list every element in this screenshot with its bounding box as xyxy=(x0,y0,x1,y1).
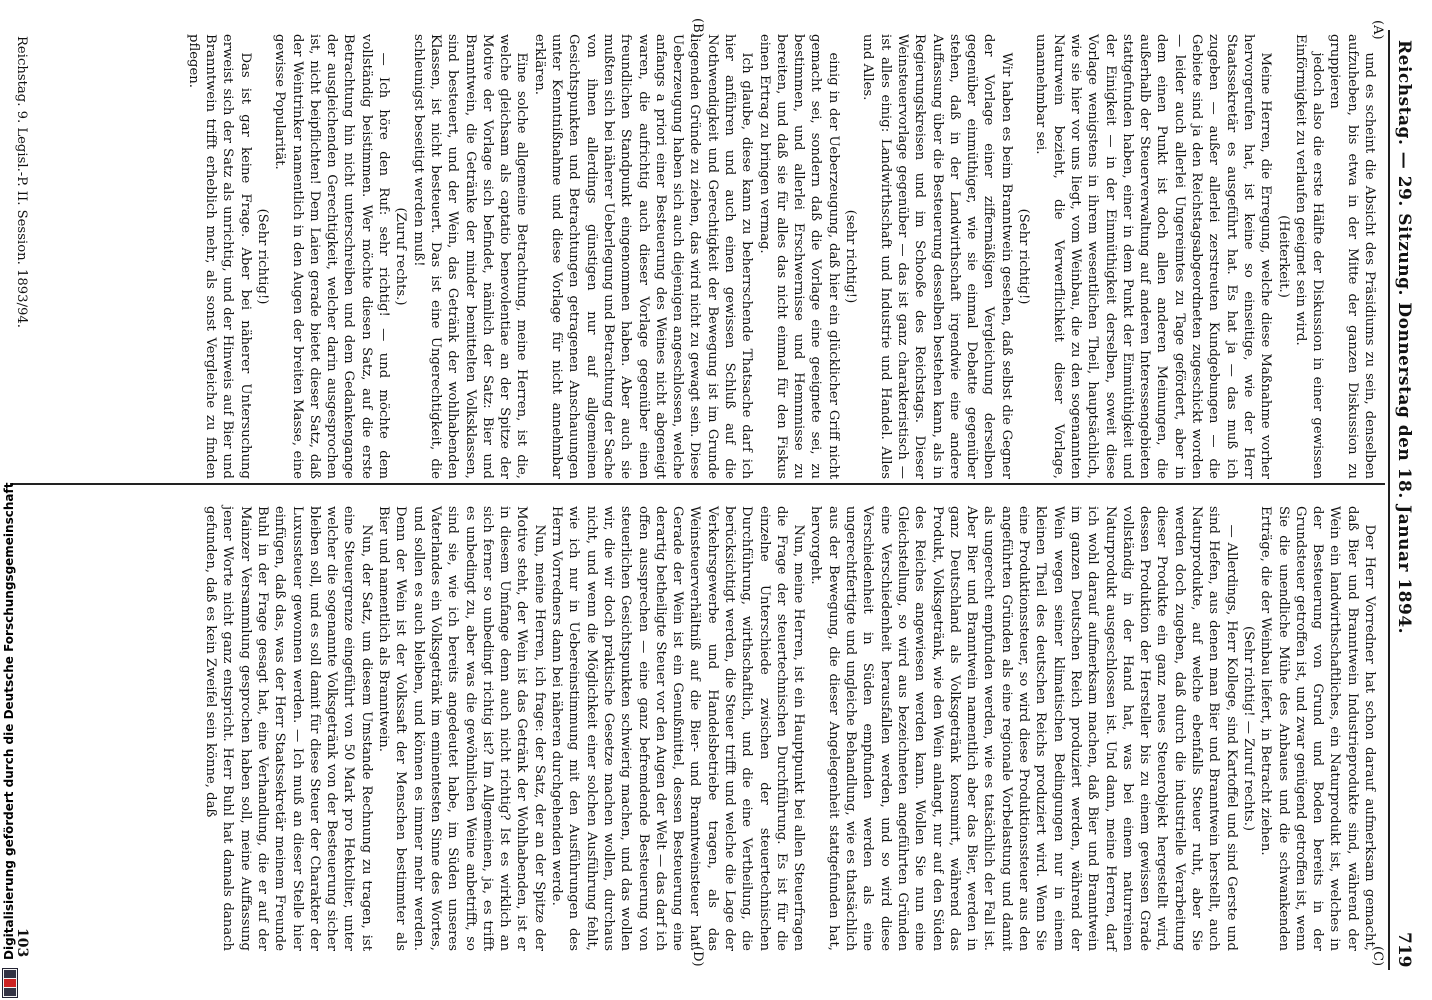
paragraph: Nun, der Satz, um diesem Umstande Rechnung zu tragen, ist eine Steuergrenze eingeführt von 50 Mark pro Hektoliter, unter welcher die sogenannte Volksgetränk von der Besteuerung sicher bleiben soll, und es soll damit für diese Steuer der Charakter der Luxussteuer gewonnen werden. — Ich muß an dieser Stelle hier einfügen, daß das, was der Herr Staatssekretär meinem Freunde Buhl in der Frage gesagt hat, eine Verhandlung, die er auf der Mainzer Versammlung gesprochen haben soll, meine Auffassung jener Worte nicht ganz entspricht. Herr Buhl hat damals danach gefunden, daß es kein Zweifel sein könne, daß xyxy=(203,506,374,951)
column-divider xyxy=(10,483,1385,485)
text-column-left xyxy=(48,506,1378,951)
paragraph: (Heiterkeit.) xyxy=(1275,215,1291,298)
running-header: Reichstag. — 29. Sitzung. Donnerstag den 18. Januar 1894. xyxy=(1394,40,1414,635)
paragraph: einig in der Ueberzeugung, daß hier ein glücklicher Griff nicht gemacht sei, sondern daß die Vorlage eine geeignete sei, zu bestimmen, und allerlei Erschwernisse und Hemmnisse zu bereiten, und daß sie für alles das nicht einmal für den Fiskus einen Ertrag zu bringen vermag. xyxy=(756,34,841,479)
paragraph: Das ist gar keine Frage. Aber bei näherer Untersuchung erweist sich der Satz als unrichtig, und der Hinweis auf Bier und Branntwein trifft erheblich mehr, als sonst Vergleiche zu finden pflegen. xyxy=(185,34,253,479)
paragraph: jedoch also die erste Hälfte der Diskussion in einer gewissen Einförmigkeit zu verlaufen geeignet sein wird. xyxy=(1292,34,1326,479)
dfg-logo xyxy=(2,968,18,998)
paragraph: (Sehr richtig! — Zuruf rechts.) xyxy=(1240,625,1256,832)
text-column-right xyxy=(78,34,1378,479)
sheet-number: 103 xyxy=(14,928,30,958)
margin-marker-d: (D) xyxy=(690,946,705,967)
paragraph: (Zuruf rechts.) xyxy=(393,207,409,306)
header-rule xyxy=(1388,30,1390,970)
paragraph: Ich glaube, diese kann zu beherrschende Thatsache darf ich hier anführen und auch einen gewissen Schluß auf die Nothwendigkeit und Gerechtigkeit der Bewegung ist im Grunde liegenden Gründe zu ziehen, das wird nicht zu gewagt sein. Diese Ueberzeugung haben sich auch diejenigen angeschlossen, welche anfangs a priori einer Besteuerung des Weines nicht abgeneigt waren, die aufrichtig auch dieser Vorlage gegenüber einen freundlichen Standpunkt eingenommen haben. Aber auch sie mußten sich bei näherer Ueberlegung und Betrachtung der Sache von ihnen allerdings günstigen nur auf allgemeinen Gesichtspunkten und Betrachtungen getragenen Anschauungen unter Kenntnißnahme und diese Vorlage für nicht annehmbar erklären. xyxy=(531,34,755,479)
paragraph: (sehr richtig!) xyxy=(843,209,859,304)
paragraph: und es scheint die Absicht des Präsidiums zu sein, denselben aufzuheben, bis etwa in der Mitte der ganzen Diskussion zu gruppieren xyxy=(1327,34,1377,479)
paragraph: Eine solche allgemeine Betrachtung, meine Herren, ist die, welche gleichsam als captatio benevolentiae an der Spitze der Motive der Vorlage sich befindet, nämlich der Satz: Bier und Branntwein, die Getränke der minder bemittelten Volksklassen, sind besteuert, und der Wein, das Getränk der wohlhabenden Klassen, ist nicht besteuert. Das ist eine Ungerechtigkeit, die schleunigst beseitigt werden muß! xyxy=(410,34,530,479)
margin-marker-a: (A) xyxy=(1370,20,1385,40)
paragraph: Nun, meine Herren, ist ein Hauptpunkt bei allen Steuerfragen die Frage der steuertechnischen Durchführung. Es ist für die einzelne Unterschiede zwischen der steuertechnischen Durchführung, wirthschaftlich, und die eine Vertheilung, die berücksichtigt werden, die Steuer trifft und welche die Lage der Verkehrsgewerbe und Handelsbetriebe tragen, als das Weinsteuerverhältniß auf die Bier- und Branntweinsteuer hat. Gerade der Wein ist ein Genußmittel, dessen Besteuerung eine derartig betheiligte Steuer vor den Augen der Welt — das darf ich offen aussprechen — eine ganz befremdende Besteuerung von steuerlichen Gesichtspunkten schwierig machen, und das wollen wir, die wir doch praktische Gesetze machen wollen, durchaus nicht, und wenn die Möglichkeit einer solchen Ausführung fehlt, wie ich nur in Uebereinstimmung mit den Ausführungen des Herrn Vorredners dann bei näheren durchgehenden werde. xyxy=(549,506,807,951)
paragraph: Der Herr Vorredner hat schon darauf aufmerksam gemacht, daß Bier und Branntwein Industrieprodukte sind, während der Wein ein landwirthschaftliches, ein Naturprodukt ist, welches in der Besteuerung von Grund und Boden bereits in der Grundsteuer getroffen ist, und zwar genügend getroffen ist, wenn Sie die unendliche Mühe des Anbaues und die schwankenden Erträge, die der Weinbau liefert, in Betracht ziehen. xyxy=(1258,506,1377,951)
paragraph: (Sehr richtig!) xyxy=(1016,208,1032,305)
paragraph: (Sehr richtig!) xyxy=(255,208,270,305)
right-column-footer: Reichstag. 9. Legisl.-P. II. Session. 1893/94. xyxy=(14,36,29,328)
page-number: 719 xyxy=(1394,932,1414,968)
paragraph: — Allerdings, Herr Kollege, sind Kartoffel und sind Gerste und sind Hefen, aus denen man Bier und Branntwein herstellt, auch Naturprodukte, auf welche ebenfalls Steuer ruht, aber Sie werden doch zugeben, daß durch die industrielle Verarbeitung dieser Produkte ein ganz neues Steuerobjekt hergestellt wird, dessen Produktion der Hersteller bis zu einem gewissen Grade vollständig in der Hand hat, was bei einem naturreinen Naturprodukt ausgeschlossen ist. Und dann, meine Herren, darf ich wohl darauf aufmerksam machen, daß Bier und Branntwein im ganzen Deutschen Reich produziert werden, während der Wein wegen seiner klimatischen Bedingungen nur in einem kleinen Theil des deutschen Reichs produziert wird. Wenn Sie eine Produktionssteuer, so wird diese Produktionssteuer aus den angeführten Gründen als eine regionale Vorbelastung und damit als ungerecht empfunden werden, wie es tatsächlich der Fall ist. Aber Bier und Branntwein namentlich aber das Bier, werden in ganz Deutschland als Volksgetränk konsumirt, während das Produkt, Volksgetränk, wie den Wein anlangt, nur auf den Süden des Reiches angewiesen werden kann. Wollen Sie nun eine Gleichstellung, so wird aus bezeichneten angeführten Gründen eine Verschiedenheit herausfallen werden, und so wird diese Verschiedenheit in Süden empfunden werden als eine ungerechtfertigte und ungleiche Behandlung, wie es thatsächlich aus der Bewegung, die dieser Angelegenheit stattgefunden hat, hervorgeht. xyxy=(808,506,1239,951)
margin-marker-c: (C) xyxy=(1370,946,1385,967)
paragraph: Wir haben es beim Branntwein gesehen, daß selbst die Gegner der Vorlage einer ziffermäßigen Vergleichung derselben gegenüber einmüthiger, wie sie einmal Debatte gegenüber stehen, daß in der Landwirthschaft irgendwie eine andere Auffassung über die Besteuerung desselben bestehen kann, als in Regierungskreisen und im Schooße des Reichstags. Dieser Weinsteuervorlage gegenüber — das ist ganz charakteristisch — ist alles einig: Landwirthschaft und Industrie und Handel. Alles und Alles. xyxy=(860,34,1014,479)
margin-marker-b: (B) xyxy=(690,18,705,38)
digitization-credit: Digitalisierung gefördert durch die Deutsche Forschungsgemeinschaft xyxy=(2,482,16,960)
paragraph: — Ich höre den Ruf: sehr richtig! — und möchte dem vollständig beistimmen. Wer möchte diesen Satz, auf die erste Betrachtung hin nicht unterschreiben und dem Gedankengange der ausgleichenden Gerechtigkeit, welcher darin ausgesprochen ist, nicht beipflichten! Dem Laien gerade bietet dieser Satz, daß der Weintrinker namentlich in den Augen der breiten Masse, eine gewisse Popularität. xyxy=(272,34,392,479)
paragraph: Nun, meine Herren, ich frage: der Satz, der an der Spitze der Motive steht, der Wein ist das Getränk der Wohlhabenden, ist er in diesem Umfange denn auch nicht richtig? Ist es wirklich an sich ferner so unbedingt richtig ist? Im Allgemeinen, ja, es trifft es unbedingt zu, aber was die gewöhnlichen Weine anbetrifft, so sind sie, wie ich bereits angedeutet habe, im Süden unseres Vaterlandes ein Volksgetränk im eminentesten Sinne des Wortes, und sollen es auch bleiben, und können es immer mehr werden. Denn der Wein ist der Volkssaft der Menschen bestimmter als Bier und namentlich als Branntwein. xyxy=(376,506,547,951)
paragraph: Meine Herren, die Erregung, welche diese Maßnahme vorher hervorgerufen hat, ist keine so einseitige, wie der Herr Staatssekretär es ausgeführt hat. Es hat ja — das muß ich zugeben — außer allerlei zerstreuten Kundgebungen — die Gebiete sind ja den Reichstagsabgeordneten zugeschickt worden — leider auch allerlei Ungereimtes zu Tage gefördert, aber in dem einen Punkt ist doch allen anderen Meinungen, die außerhalb der Steuerverwaltung auf anderen Interessengebieten stattgefunden haben, einer in dem Punkt der Einmüthigkeit und der Einigkeit — in der Einmüthigkeit derselben, soweit diese Vorlage wenigstens in ihrem wesentlichen Theil, hauptsächlich, wie sie hier vor uns liegt, vom Weinbau, die zu den sogenannten Naturwein bezieht, die Verwerflichkeit dieser Vorlage, unannehmbar sei. xyxy=(1033,34,1274,479)
